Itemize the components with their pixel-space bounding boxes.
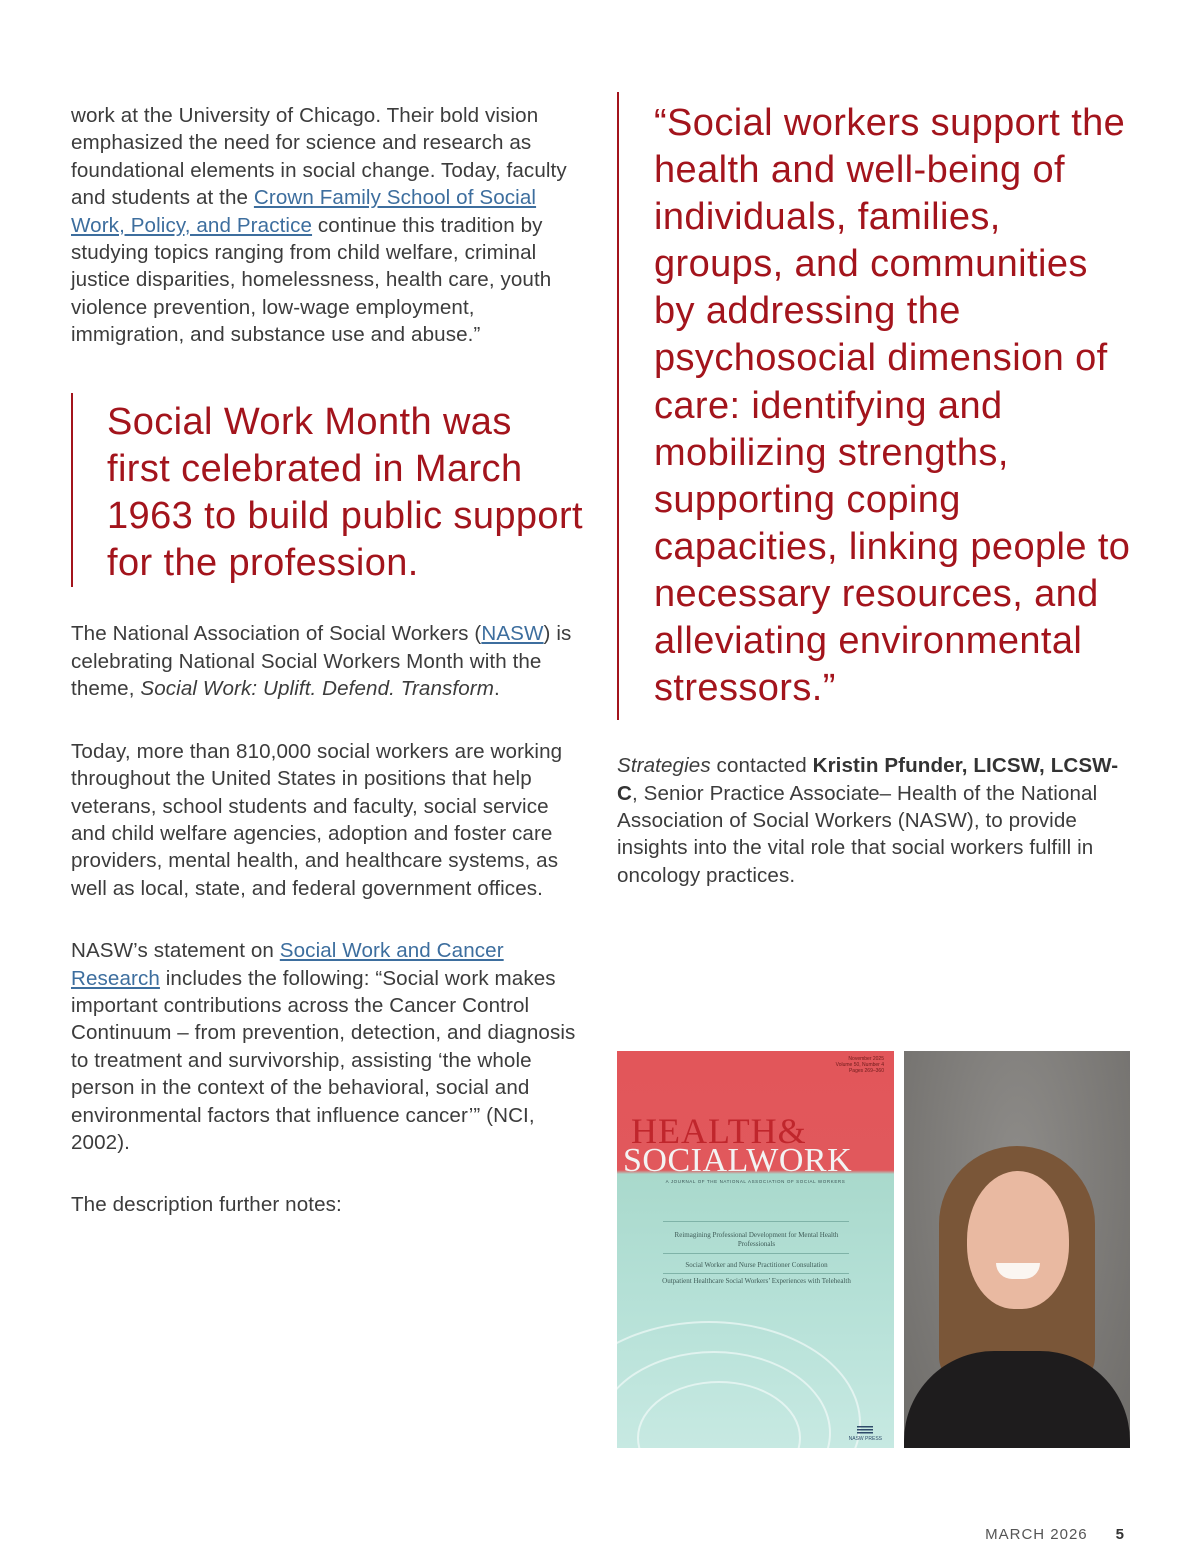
page-footer	[985, 1526, 1124, 1543]
nasw-press-logo	[849, 1426, 882, 1442]
portrait-photo	[904, 1051, 1130, 1448]
journal-name: Strategies	[617, 754, 711, 778]
cover-divider	[663, 1221, 849, 1222]
cover-article-2: Social Worker and Nurse Practitioner Consultation	[685, 1261, 828, 1269]
pull-quote-social-work-month: Social Work Month was first celebrated in March 1963 to build public support for the profession.	[71, 393, 583, 588]
journal-cover-image	[617, 1051, 894, 1448]
paragraph-social-worker-count: Today, more than 810,000 social workers are working throughout the United States in positions that help veterans, school students and faculty, social service and child welfare agencies, adoption and foster care providers, mental health, and healthcare systems, as well as local, state, and federal government offices.	[71, 739, 563, 900]
interviewee-name: Kristin Pfunder, LICSW, LCSW-C	[617, 754, 1119, 805]
left-column	[71, 102, 583, 1219]
paragraph-nasw-statement	[71, 937, 583, 1156]
portrait-face	[967, 1171, 1069, 1309]
page-number: 5	[1115, 1526, 1124, 1543]
paragraph-text: includes the following: “Social work makes important contributions across the Cancer Control Continuum – from prevention, detection, and diagnosis to treatment and survivorship, assisting ‘the whole person in the context of the behavioral, social and environmental factors that influence cancer’” (NCI, 2002).	[71, 966, 576, 1154]
cover-masthead-health: HEALTH&	[631, 1111, 807, 1151]
cover-issue-date: November 2025	[848, 1056, 884, 1062]
pull-quote-social-workers-support: “Social workers support the health and well-being of individuals, families, groups, and communities by addressing the psychosocial dimension of care: identifying and mobilizing strengths, supporting coping capacities, linking people to necessary resources, and alleviating environmental stressors.”	[617, 92, 1131, 720]
paragraph-text: .	[494, 677, 500, 701]
portrait-body	[904, 1351, 1130, 1448]
cover-divider	[663, 1273, 849, 1274]
social-work-cancer-research-link[interactable]: Social Work and Cancer Research	[71, 939, 504, 990]
paragraph-university-chicago	[71, 102, 583, 349]
theme-text: Social Work: Uplift. Defend. Transform	[140, 677, 495, 701]
cover-masthead-social-work: SOCIALWORK	[623, 1142, 853, 1179]
paragraph-text: The National Association of Social Workers (	[71, 622, 482, 646]
cover-article-3: Outpatient Healthcare Social Workers’ Experiences with Telehealth	[662, 1277, 851, 1285]
cover-article-1: Reimagining Professional Development for Mental Health Professionals	[674, 1231, 839, 1248]
paragraph-text: NASW’s statement on	[71, 939, 280, 963]
nasw-press-icon	[857, 1426, 873, 1434]
cover-volume: Volume 50, Number 4	[835, 1062, 884, 1068]
paragraph-text: ) is celebrating National Social Workers Month with the theme,	[71, 622, 572, 701]
footer-issue: MARCH 2026	[985, 1526, 1088, 1543]
publisher-name: NASW PRESS	[848, 1436, 882, 1442]
paragraph-text: , Senior Practice Associate– Health of the National Association of Social Workers (NASW), to provide insights into the vital role that social workers fulfill in oncology practices.	[617, 781, 1098, 887]
crown-family-school-link[interactable]: Crown Family School of Social Work, Policy, and Practice	[71, 186, 537, 237]
paragraph-text: contacted	[710, 754, 813, 778]
paragraph-nasw-theme	[71, 620, 583, 702]
image-row	[617, 1051, 1130, 1448]
paragraph-text: work at the University of Chicago. Their bold vision emphasized the need for science and research as foundational elements in social change. Today, faculty and students at the	[71, 104, 567, 210]
paragraph-text: continue this tradition by studying topics ranging from child welfare, criminal justice disparities, homelessness, health care, youth violence prevention, low-wage employment, immigration, and substance use and abuse.”	[71, 213, 552, 347]
cover-issue-info	[836, 1056, 884, 1074]
cover-tagline: A JOURNAL OF THE NATIONAL ASSOCIATION OF SOCIAL WORKERS	[665, 1179, 846, 1184]
right-column	[617, 92, 1131, 889]
paragraph-strategies-intro	[617, 752, 1131, 889]
cover-divider	[663, 1253, 849, 1254]
paragraph-description-notes: The description further notes:	[71, 1193, 342, 1217]
nasw-link[interactable]: NASW	[481, 622, 544, 646]
cover-pages: Pages 269–360	[848, 1068, 884, 1074]
